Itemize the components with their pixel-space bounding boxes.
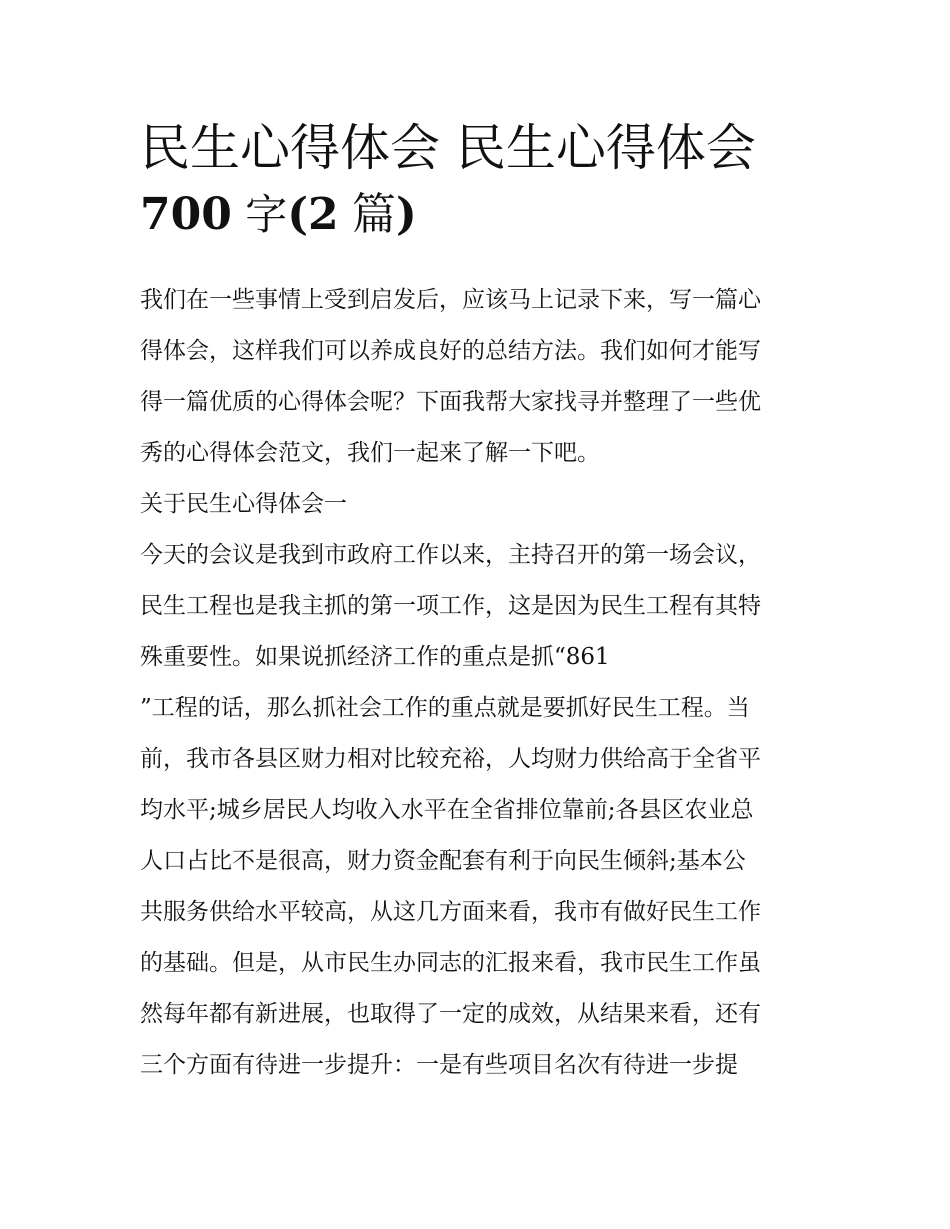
section-heading: 关于民生心得体会一 — [140, 491, 347, 517]
text-line: 三个方面有待进一步提升：一是有些项目名次有待进一步提 — [140, 1052, 738, 1078]
text-line: 均水平;城乡居民人均收入水平在全省排位靠前;各县区农业总 — [140, 797, 754, 823]
title-close: ) — [396, 189, 417, 240]
text-line: 得体会，这样我们可以养成良好的总结方法。我们如何才能写 — [140, 338, 761, 364]
text-line: 殊重要性。如果说抓经济工作的重点是抓“861 — [140, 644, 610, 670]
text-line: 我们在一些事情上受到启发后，应该马上记录下来，写一篇心 — [140, 287, 761, 313]
text-line: 得一篇优质的心得体会呢？下面我帮大家找寻并整理了一些优 — [140, 389, 761, 415]
text-line: 然每年都有新进展，也取得了一定的成效，从结果来看，还有 — [140, 1001, 761, 1027]
text-line: 前，我市各县区财力相对比较充裕，人均财力供给高于全省平 — [140, 746, 761, 772]
title-line-2 — [140, 186, 820, 244]
body-text — [140, 275, 820, 1091]
title-paren: (2 — [287, 189, 339, 240]
title-char: 字 — [245, 190, 288, 239]
title-line-1: 民生心得体会 民生心得体会 — [140, 119, 756, 177]
text-line: 的基础。但是，从市民生办同志的汇报来看，我市民生工作虽 — [140, 950, 761, 976]
text-line: 今天的会议是我到市政府工作以来，主持召开的第一场会议， — [140, 542, 761, 568]
document-title — [140, 112, 820, 244]
text-line: 人口占比不是很高，财力资金配套有利于向民生倾斜;基本公 — [140, 848, 746, 874]
title-number: 700 — [140, 189, 232, 240]
text-line: 民生工程也是我主抓的第一项工作，这是因为民生工程有其特 — [140, 593, 761, 619]
text-line: 秀的心得体会范文，我们一起来了解一下吧。 — [140, 440, 600, 466]
title-pian: 篇 — [352, 189, 397, 240]
text-line: 共服务供给水平较高，从这几方面来看，我市有做好民生工作 — [140, 899, 761, 925]
text-line: ”工程的话，那么抓社会工作的重点就是要抓好民生工程。当 — [140, 695, 750, 721]
